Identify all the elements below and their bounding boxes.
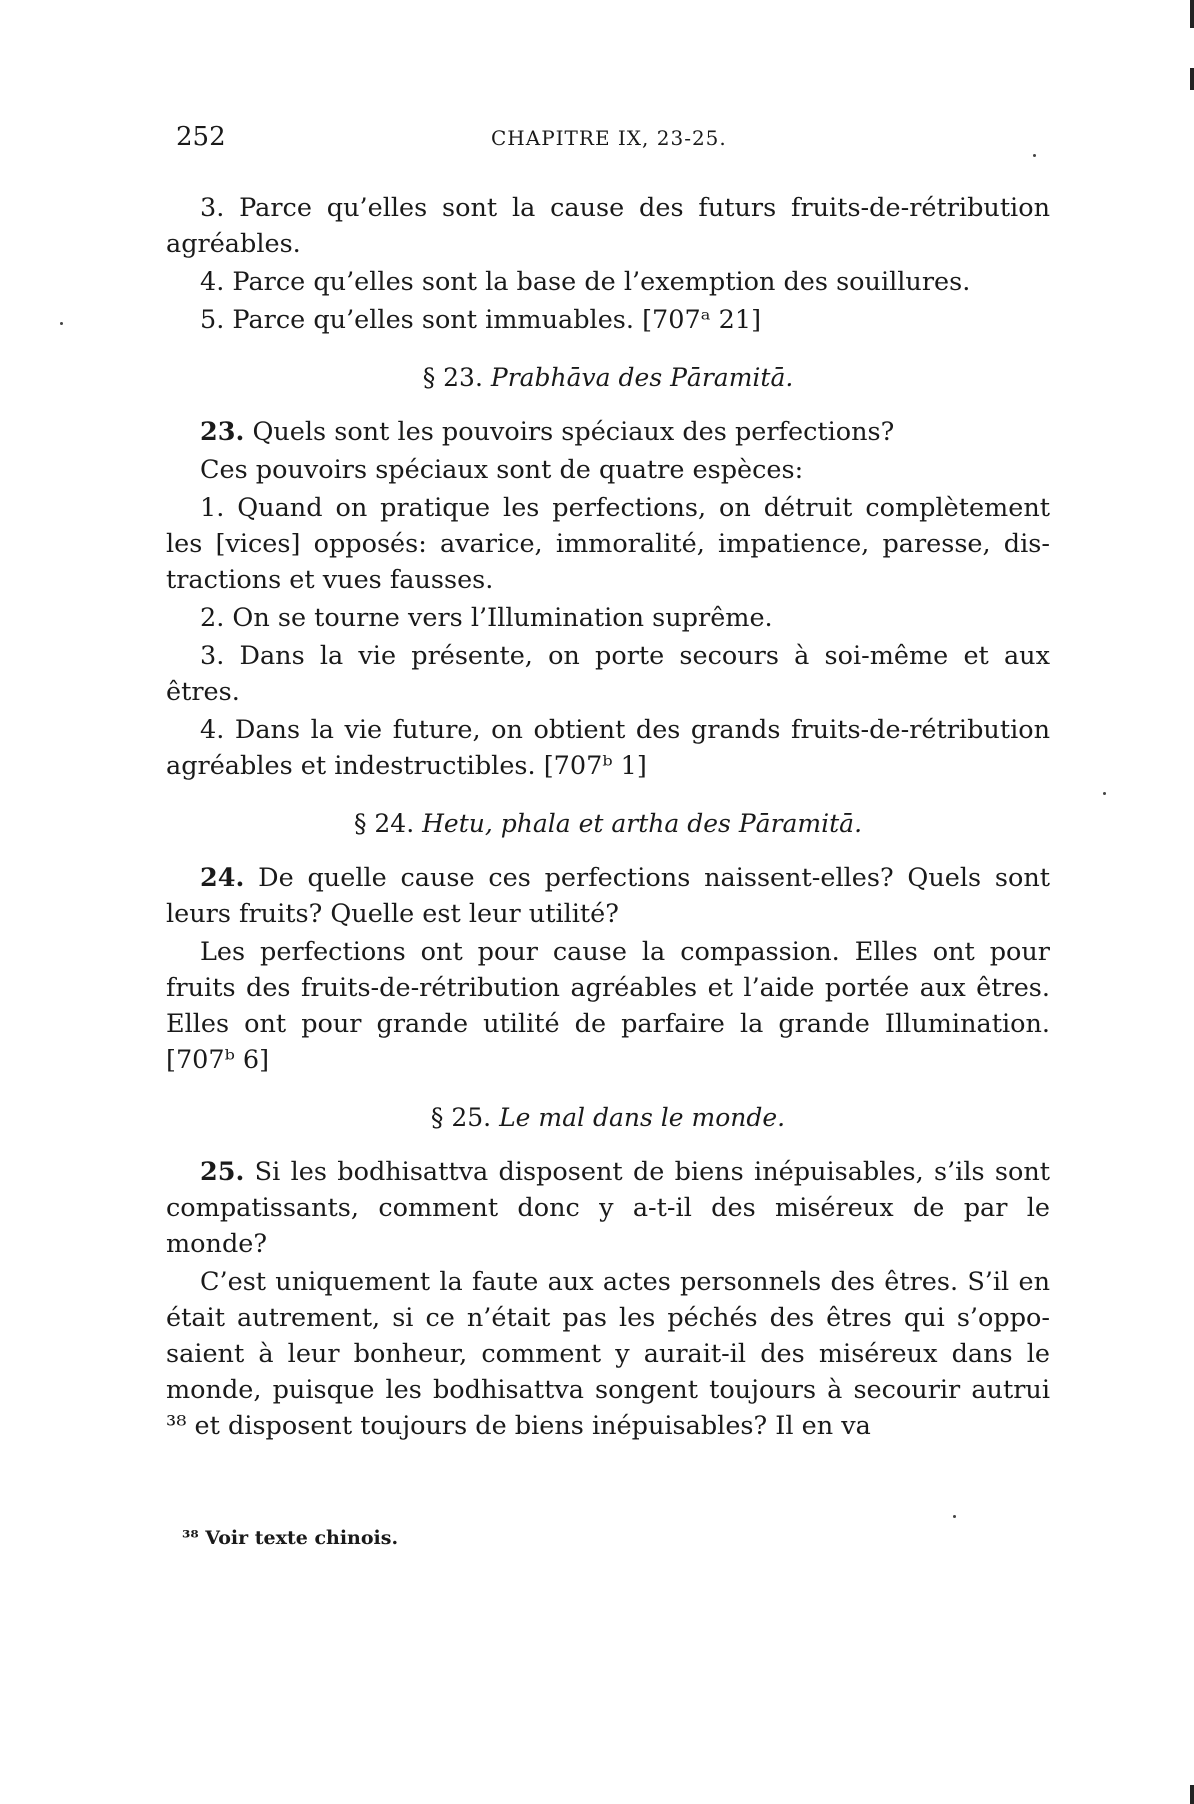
page-header <box>176 122 1056 162</box>
paragraph <box>166 860 1050 932</box>
question-number: 25. <box>200 1157 245 1187</box>
footnote: ³⁸ Voir texte chinois. <box>182 1527 399 1549</box>
paragraph-text: 2. On se tourne vers l’Illumination suprême. <box>200 603 773 633</box>
running-head: CHAPITRE IX, 23-25. <box>491 126 727 150</box>
question-number: 23. <box>200 417 245 447</box>
paragraph <box>166 190 1050 262</box>
scan-edge-mark <box>1190 68 1194 90</box>
page-number: 252 <box>176 122 226 152</box>
paragraph-text: 4. Parce qu’elles sont la base de l’exemption des souillures. <box>200 267 971 297</box>
paragraph-text: Les perfections ont pour cause la compassion. Elles ont pour fruits des fruits-de-rétribution agréables et l’aide portée aux êtres. Elles ont pour grande utilité de parfaire la grande Illumination. [707ᵇ 6] <box>166 937 1050 1075</box>
section-number: § 25. <box>430 1103 492 1132</box>
section-number: § 23. <box>422 363 483 392</box>
section-title: Prabhāva des Pāramitā. <box>490 363 794 392</box>
paragraph <box>166 452 1050 488</box>
paragraph <box>166 264 1050 300</box>
scan-speck <box>60 322 63 325</box>
paragraph-text: 5. Parce qu’elles sont immuables. [707ᵃ 21] <box>200 305 762 335</box>
paragraph-text: Si les bodhisattva disposent de biens inépuisables, s’ils sont compatissants, comment donc y a-t-il des miséreux de par le monde? <box>166 1157 1050 1259</box>
section-title: Le mal dans le monde. <box>499 1103 786 1132</box>
paragraph-text: 3. Dans la vie présente, on porte secours à soi-même et aux êtres. <box>166 641 1050 707</box>
scan-speck <box>953 1515 956 1518</box>
paragraph-text: 1. Quand on pratique les perfections, on détruit complètement les [vices] opposés: avarice, immoralité, impatience, paresse, dis-tractions et vues fausses. <box>166 493 1050 595</box>
paragraph <box>166 490 1050 598</box>
paragraph-text: C’est uniquement la faute aux actes personnels des êtres. S’il en était autrement, si ce n’était pas les péchés des êtres qui s’oppo-saient à leur bonheur, comment y aurait-il des miséreux dans le monde, puisque les bodhisattva songent toujours à secourir autrui ³⁸ et disposent toujours de biens inépuisables? Il en va <box>166 1267 1050 1441</box>
paragraph <box>166 934 1050 1078</box>
section-heading <box>166 360 1050 396</box>
section-title: Hetu, phala et artha des Pāramitā. <box>422 809 863 838</box>
scan-speck <box>1033 154 1036 157</box>
paragraph-text: 3. Parce qu’elles sont la cause des futurs fruits-de-rétribution agréables. <box>166 193 1050 259</box>
paragraph-text: 4. Dans la vie future, on obtient des grands fruits-de-rétribution agréables et indestructibles. [707ᵇ 1] <box>166 715 1050 781</box>
question-number: 24. <box>200 863 245 893</box>
paragraph-text: De quelle cause ces perfections naissent-elles? Quels sont leurs fruits? Quelle est leur utilité? <box>166 863 1050 929</box>
body-text <box>166 190 1050 1446</box>
section-heading <box>166 1100 1050 1136</box>
paragraph <box>166 1264 1050 1444</box>
section-heading <box>166 806 1050 842</box>
paragraph <box>166 600 1050 636</box>
paragraph <box>166 638 1050 710</box>
scan-edge-mark <box>1190 1785 1194 1804</box>
paragraph-text: Quels sont les pouvoirs spéciaux des perfections? <box>244 417 895 447</box>
scan-edge-mark <box>1190 0 1194 28</box>
paragraph <box>166 414 1050 450</box>
paragraph <box>166 712 1050 784</box>
paragraph-text: Ces pouvoirs spéciaux sont de quatre espèces: <box>200 455 804 485</box>
section-number: § 24. <box>353 809 415 838</box>
scan-speck <box>1103 792 1106 795</box>
paragraph <box>166 302 1050 338</box>
paragraph <box>166 1154 1050 1262</box>
